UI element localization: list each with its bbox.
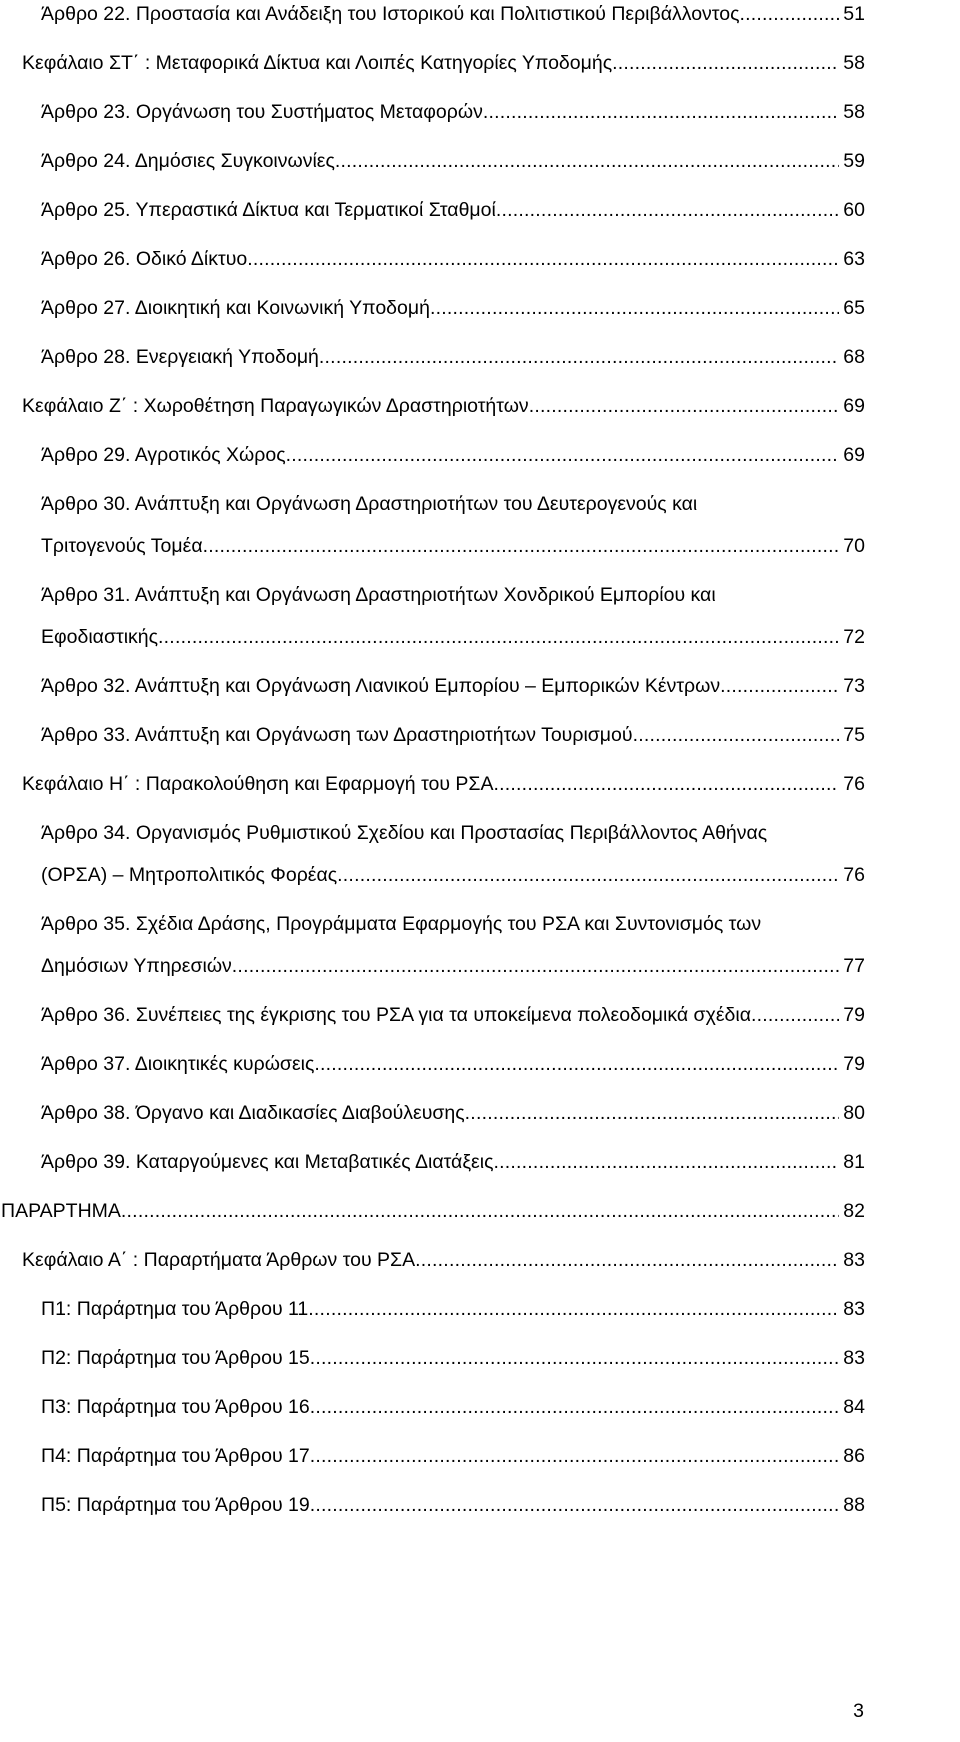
dot-leader — [310, 1491, 840, 1519]
toc-entry-page: 60 — [843, 199, 865, 221]
toc-entry[interactable] — [22, 1246, 865, 1274]
toc-entry-page: 59 — [843, 150, 865, 172]
toc-entry-page: 82 — [843, 1200, 865, 1222]
toc-entry[interactable] — [41, 441, 865, 469]
toc-entry[interactable] — [41, 1393, 865, 1421]
toc-entry-title-continued: Τριτογενούς Τομέα — [41, 535, 203, 557]
toc-entry[interactable] — [41, 294, 865, 322]
toc-entry-page: 63 — [843, 248, 865, 270]
toc-entry-title: Άρθρο 29. Αγροτικός Χώρος — [41, 444, 286, 466]
toc-entry-title: Άρθρο 25. Υπεραστικά Δίκτυα και Τερματικοί Σταθμοί — [41, 199, 496, 221]
toc-entry[interactable] — [41, 0, 865, 28]
toc-entry-title: Π4: Παράρτημα του Άρθρου 17 — [41, 1445, 310, 1467]
toc-entry-title: Άρθρο 30. Ανάπτυξη και Οργάνωση Δραστηριοτήτων του Δευτερογενούς και — [41, 493, 698, 515]
toc-entry-title-continued: Δημόσιων Υπηρεσιών — [41, 955, 232, 977]
toc-entry-page: 72 — [843, 626, 865, 648]
dot-leader — [465, 1099, 840, 1127]
toc-entry-page: 77 — [843, 955, 865, 977]
dot-leader — [529, 392, 840, 420]
toc-entry[interactable] — [22, 770, 865, 798]
toc-entry-page: 84 — [843, 1396, 865, 1418]
toc-entry-title: Άρθρο 38. Όργανο και Διαδικασίες Διαβούλευσης — [41, 1102, 465, 1124]
toc-entry[interactable] — [41, 1050, 865, 1078]
toc-entry[interactable] — [41, 490, 865, 560]
toc-entry-page: 80 — [843, 1102, 865, 1124]
toc-entry-title: Κεφάλαιο Α΄ : Παραρτήματα Άρθρων του ΡΣΑ — [22, 1249, 416, 1271]
toc-entry-page: 65 — [843, 297, 865, 319]
toc-entry-title: Άρθρο 39. Καταργούμενες και Μεταβατικές Διατάξεις — [41, 1151, 494, 1173]
toc-entry-page: 76 — [843, 864, 865, 886]
toc-entry-title: Κεφάλαιο Ζ΄ : Χωροθέτηση Παραγωγικών Δραστηριοτήτων — [22, 395, 529, 417]
toc-entry[interactable] — [41, 98, 865, 126]
toc-entry-page: 86 — [843, 1445, 865, 1467]
toc-entry-title: Άρθρο 28. Ενεργειακή Υποδομή — [41, 346, 319, 368]
toc-entry[interactable] — [41, 1148, 865, 1176]
toc-entry-title: Άρθρο 33. Ανάπτυξη και Οργάνωση των Δραστηριοτήτων Τουρισμού — [41, 724, 633, 746]
toc-entry-page: 75 — [843, 724, 865, 746]
toc-entry-page: 51 — [843, 3, 865, 25]
toc-entry-page: 79 — [843, 1053, 865, 1075]
toc-entry-page: 88 — [843, 1494, 865, 1516]
page-number: 3 — [853, 1700, 864, 1722]
dot-leader — [314, 1050, 839, 1078]
toc-entry-title: Κεφάλαιο ΣΤ΄ : Μεταφορικά Δίκτυα και Λοιπές Κατηγορίες Υποδομής — [22, 52, 613, 74]
dot-leader — [751, 1001, 839, 1029]
toc-entry-title: Άρθρο 34. Οργανισμός Ρυθμιστικού Σχεδίου και Προστασίας Περιβάλλοντος Αθήνας — [41, 822, 768, 844]
dot-leader — [739, 0, 839, 28]
toc-entry-page: 83 — [843, 1347, 865, 1369]
dot-leader — [308, 1295, 839, 1323]
dot-leader — [310, 1442, 840, 1470]
toc-entry-title-continued: (ΟΡΣΑ) – Μητροπολιτικός Φορέας — [41, 864, 338, 886]
dot-leader — [633, 721, 840, 749]
toc-entry-page: 83 — [843, 1298, 865, 1320]
toc-entry[interactable] — [41, 910, 865, 980]
dot-leader — [203, 532, 840, 560]
dot-leader — [483, 98, 839, 126]
toc-entry-title: Άρθρο 22. Προστασία και Ανάδειξη του Ιστορικού και Πολιτιστικού Περιβάλλοντος — [41, 3, 740, 25]
toc-entry[interactable] — [41, 1344, 865, 1372]
dot-leader — [496, 196, 839, 224]
toc-entry-title: Άρθρο 32. Ανάπτυξη και Οργάνωση Λιανικού Εμπορίου – Εμπορικών Κέντρων — [41, 675, 721, 697]
toc-entry-title: Άρθρο 35. Σχέδια Δράσης, Προγράμματα Εφαρμογής του ΡΣΑ και Συντονισμός των — [41, 913, 762, 935]
toc-entry-title: Π3: Παράρτημα του Άρθρου 16 — [41, 1396, 310, 1418]
dot-leader — [158, 623, 839, 651]
toc-entry-page: 69 — [843, 444, 865, 466]
toc-entry[interactable] — [41, 721, 865, 749]
toc-entry[interactable] — [1, 1197, 865, 1225]
toc-entry-title: Άρθρο 36. Συνέπειες της έγκρισης του ΡΣΑ για τα υποκείμενα πολεοδομικά σχέδια — [41, 1004, 751, 1026]
dot-leader — [286, 441, 840, 469]
toc-entry[interactable] — [41, 196, 865, 224]
toc-entry[interactable] — [41, 245, 865, 273]
toc-entry-title: Π5: Παράρτημα του Άρθρου 19 — [41, 1494, 310, 1516]
toc-entry-page: 58 — [843, 101, 865, 123]
toc-entry-page: 81 — [843, 1151, 865, 1173]
dot-leader — [319, 343, 839, 371]
dot-leader — [720, 672, 839, 700]
toc-entry-page: 79 — [843, 1004, 865, 1026]
dot-leader — [337, 861, 839, 889]
dot-leader — [310, 1393, 840, 1421]
toc-entry[interactable] — [41, 147, 865, 175]
toc-entry-title: Άρθρο 23. Οργάνωση του Συστήματος Μεταφορών — [41, 101, 483, 123]
dot-leader — [121, 1197, 839, 1225]
toc-entry[interactable] — [22, 49, 865, 77]
toc-entry-title: Άρθρο 26. Οδικό Δίκτυο — [41, 248, 248, 270]
dot-leader — [612, 49, 839, 77]
toc-entry[interactable] — [22, 392, 865, 420]
toc-entry-title: Άρθρο 27. Διοικητική και Κοινωνική Υποδομή — [41, 297, 430, 319]
toc-entry[interactable] — [41, 1099, 865, 1127]
toc-entry-page: 68 — [843, 346, 865, 368]
toc-entry-page: 76 — [843, 773, 865, 795]
dot-leader — [247, 245, 839, 273]
toc-entry-title: Κεφάλαιο Η΄ : Παρακολούθηση και Εφαρμογή του ΡΣΑ — [22, 773, 494, 795]
toc-entry-page: 73 — [843, 675, 865, 697]
toc-entry[interactable] — [41, 581, 865, 651]
toc-entry[interactable] — [41, 343, 865, 371]
toc-entry-title-continued: Εφοδιαστικής — [41, 626, 159, 648]
toc-entry-title: Π1: Παράρτημα του Άρθρου 11 — [41, 1298, 309, 1320]
dot-leader — [494, 770, 840, 798]
toc-entry-page: 70 — [843, 535, 865, 557]
toc-entry[interactable] — [41, 1491, 865, 1519]
toc-entry-page: 69 — [843, 395, 865, 417]
toc-entry-title: Άρθρο 31. Ανάπτυξη και Οργάνωση Δραστηριοτήτων Χονδρικού Εμπορίου και — [41, 584, 716, 606]
toc-entry-title: Άρθρο 37. Διοικητικές κυρώσεις — [41, 1053, 315, 1075]
toc-entry[interactable] — [41, 1442, 865, 1470]
toc-entry[interactable] — [41, 672, 865, 700]
toc-entry[interactable] — [41, 1001, 865, 1029]
dot-leader — [335, 147, 839, 175]
dot-leader — [232, 952, 840, 980]
toc-entry-title: Άρθρο 24. Δημόσιες Συγκοινωνίες — [41, 150, 335, 172]
dot-leader — [493, 1148, 839, 1176]
toc-entry-title: Π2: Παράρτημα του Άρθρου 15 — [41, 1347, 310, 1369]
toc-entry-title: ΠΑΡΑΡΤΗΜΑ — [1, 1200, 121, 1222]
dot-leader — [415, 1246, 839, 1274]
toc-entry[interactable] — [41, 1295, 865, 1323]
toc-entry-page: 83 — [843, 1249, 865, 1271]
dot-leader — [310, 1344, 840, 1372]
dot-leader — [430, 294, 839, 322]
toc-entry-page: 58 — [843, 52, 865, 74]
toc-entry[interactable] — [41, 819, 865, 889]
